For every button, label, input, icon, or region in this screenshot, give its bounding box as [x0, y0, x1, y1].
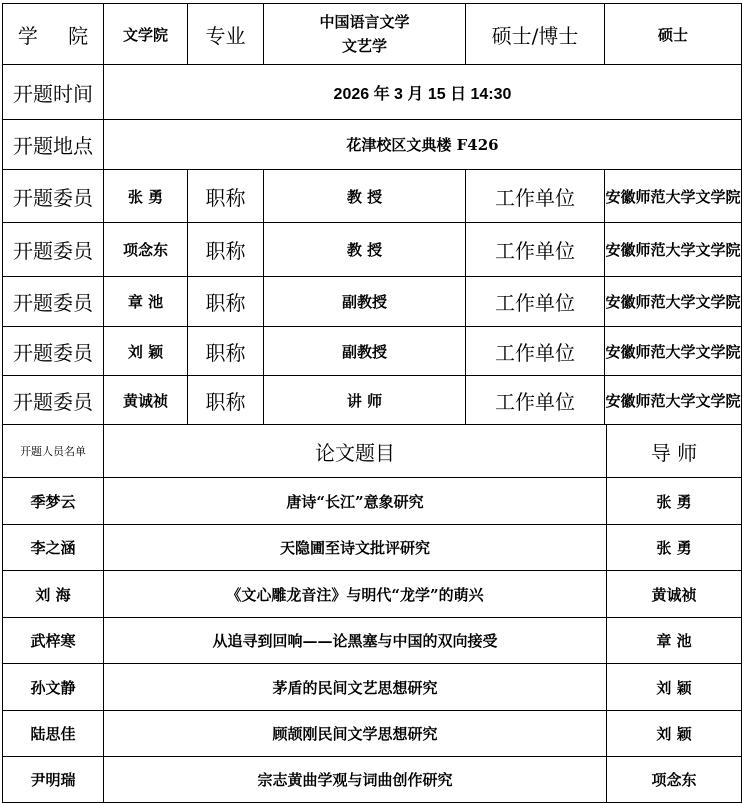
- student-row: [3, 757, 742, 803]
- meeting-info-table: [2, 3, 742, 425]
- committee-member-label: 开题委员: [3, 277, 104, 327]
- thesis-title: 天隐圃至诗文批评研究: [104, 525, 607, 571]
- committee-title-label: 职称: [188, 170, 264, 223]
- student-advisor: 张 勇: [607, 478, 742, 525]
- student-name: 刘 海: [3, 571, 104, 618]
- place-label: 开题地点: [3, 120, 104, 170]
- student-advisor: 刘 颖: [607, 711, 742, 757]
- college-label: 学 院: [3, 4, 104, 65]
- committee-member-name: 项念东: [104, 223, 188, 277]
- thesis-title: 茅盾的民间文艺思想研究: [104, 664, 607, 711]
- thesis-title: 《文心雕龙音注》与明代“龙学”的萌兴: [104, 571, 607, 618]
- student-row: [3, 664, 742, 711]
- student-name-header: 开题人员名单: [3, 425, 104, 478]
- student-name: 李之涵: [3, 525, 104, 571]
- committee-member-unit: 安徽师范大学文学院: [605, 170, 742, 223]
- major-label: 专业: [188, 4, 264, 65]
- committee-member-unit: 安徽师范大学文学院: [605, 277, 742, 327]
- place-value: 花津校区文典楼 F426: [104, 120, 742, 170]
- thesis-title: 唐诗“长江”意象研究: [104, 478, 607, 525]
- thesis-title-header: 论文题目: [104, 425, 607, 478]
- degree-label: 硕士/博士: [466, 4, 605, 65]
- place-row: [3, 120, 742, 170]
- committee-member-title: 讲 师: [264, 376, 466, 425]
- committee-member-unit: 安徽师范大学文学院: [605, 327, 742, 376]
- student-name: 尹明瑞: [3, 757, 104, 803]
- major-value-line2: 文艺学: [341, 37, 387, 55]
- major-value: [264, 4, 466, 65]
- committee-member-name: 黄诚祯: [104, 376, 188, 425]
- committee-row: [3, 277, 742, 327]
- student-advisor: 黄诚祯: [607, 571, 742, 618]
- committee-unit-label: 工作单位: [466, 170, 605, 223]
- student-name: 季梦云: [3, 478, 104, 525]
- student-row: [3, 525, 742, 571]
- committee-member-label: 开题委员: [3, 376, 104, 425]
- student-row: [3, 711, 742, 757]
- committee-member-title: 教 授: [264, 170, 466, 223]
- student-list-table: [2, 424, 742, 803]
- committee-member-unit: 安徽师范大学文学院: [605, 376, 742, 425]
- committee-member-label: 开题委员: [3, 223, 104, 277]
- committee-member-name: 张 勇: [104, 170, 188, 223]
- thesis-title: 宗志黄曲学观与词曲创作研究: [104, 757, 607, 803]
- student-advisor: 章 池: [607, 618, 742, 664]
- committee-unit-label: 工作单位: [466, 376, 605, 425]
- student-header-row: [3, 425, 742, 478]
- committee-row: [3, 327, 742, 376]
- committee-title-label: 职称: [188, 223, 264, 277]
- student-row: [3, 478, 742, 525]
- college-value: 文学院: [104, 4, 188, 65]
- committee-title-label: 职称: [188, 277, 264, 327]
- time-value: 2026 年 3 月 15 日 14:30: [104, 65, 742, 120]
- committee-unit-label: 工作单位: [466, 327, 605, 376]
- committee-member-name: 章 池: [104, 277, 188, 327]
- student-advisor: 刘 颖: [607, 664, 742, 711]
- time-row: [3, 65, 742, 120]
- student-name: 孙文静: [3, 664, 104, 711]
- committee-unit-label: 工作单位: [466, 223, 605, 277]
- student-name: 陆思佳: [3, 711, 104, 757]
- advisor-header: 导 师: [607, 425, 742, 478]
- student-advisor: 张 勇: [607, 525, 742, 571]
- student-advisor: 项念东: [607, 757, 742, 803]
- committee-member-title: 教 授: [264, 223, 466, 277]
- committee-title-label: 职称: [188, 376, 264, 425]
- student-row: [3, 571, 742, 618]
- committee-row: [3, 223, 742, 277]
- committee-row: [3, 376, 742, 425]
- time-label: 开题时间: [3, 65, 104, 120]
- committee-member-unit: 安徽师范大学文学院: [605, 223, 742, 277]
- thesis-title: 顾颉刚民间文学思想研究: [104, 711, 607, 757]
- committee-member-title: 副教授: [264, 327, 466, 376]
- thesis-title: 从追寻到回响——论黑塞与中国的双向接受: [104, 618, 607, 664]
- student-name: 武梓寒: [3, 618, 104, 664]
- committee-unit-label: 工作单位: [466, 277, 605, 327]
- committee-title-label: 职称: [188, 327, 264, 376]
- committee-member-name: 刘 颖: [104, 327, 188, 376]
- major-value-line1: 中国语言文学: [319, 13, 410, 31]
- committee-member-label: 开题委员: [3, 327, 104, 376]
- committee-member-label: 开题委员: [3, 170, 104, 223]
- student-row: [3, 618, 742, 664]
- committee-row: [3, 170, 742, 223]
- header-row: [3, 4, 742, 65]
- degree-value: 硕士: [605, 4, 742, 65]
- committee-member-title: 副教授: [264, 277, 466, 327]
